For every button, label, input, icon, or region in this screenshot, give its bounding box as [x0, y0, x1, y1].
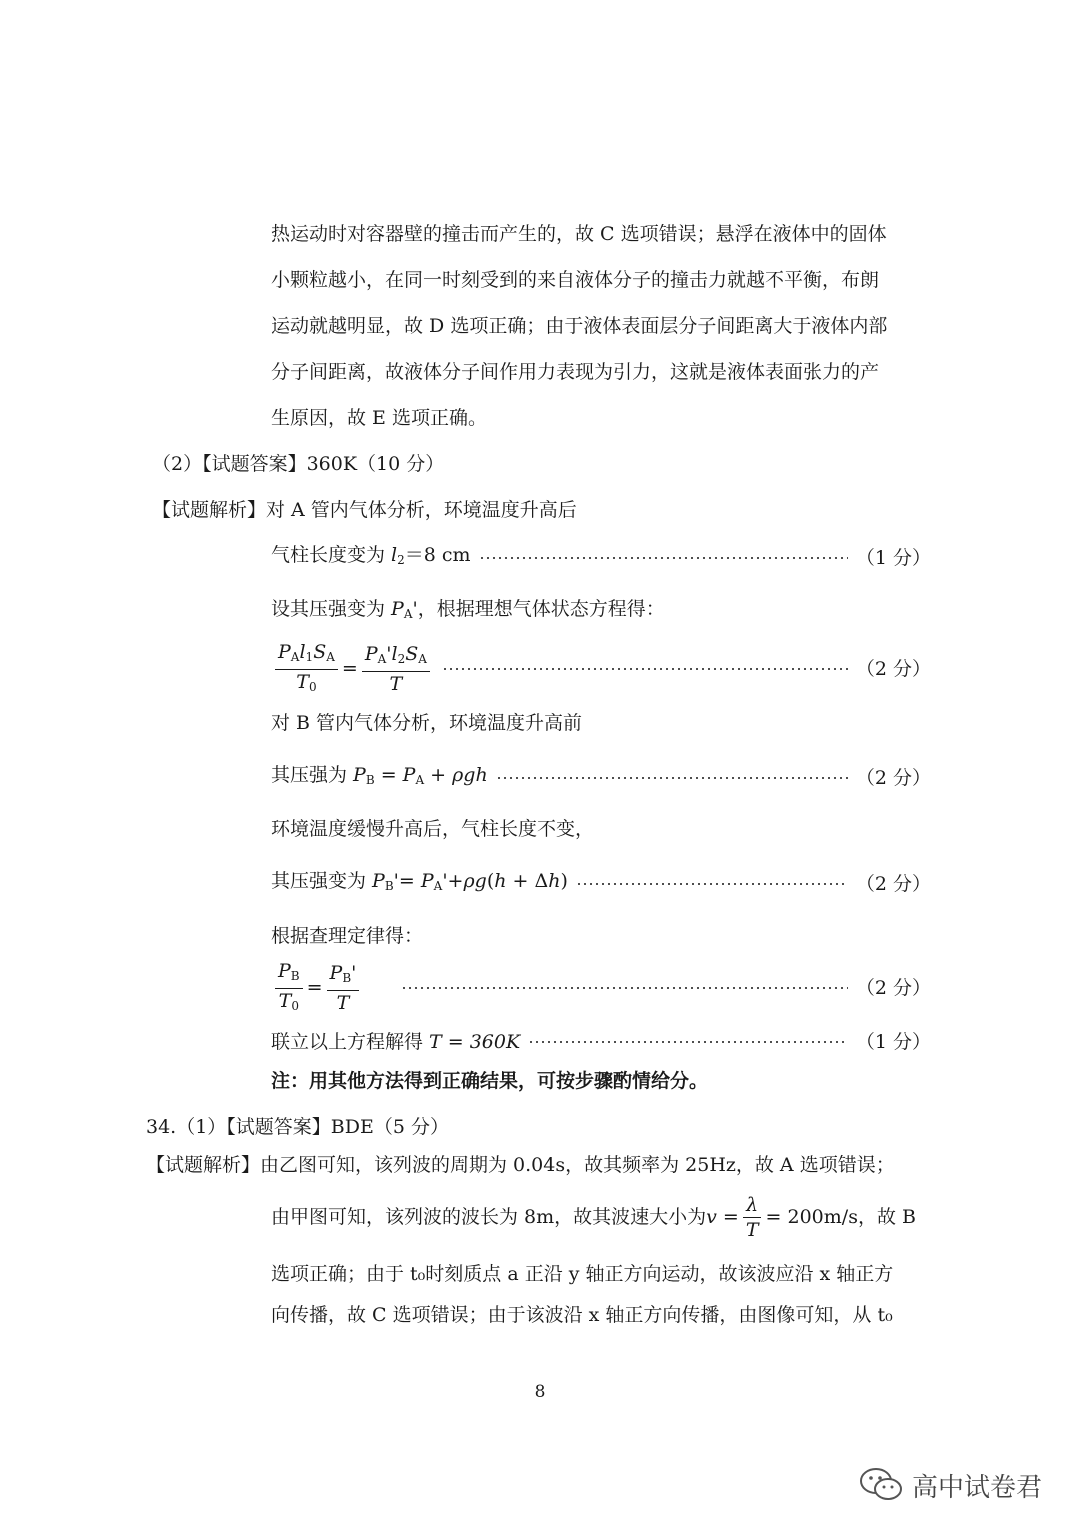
- para-line-1: 热运动时对容器壁的撞击而产生的，故 C 选项错误；悬浮在液体中的固体: [271, 223, 887, 245]
- q34-analysis-line-1: 【试题解析】由乙图可知，该列波的周期为 0.04s，故其频率为 25Hz，故 A 选项错误；: [146, 1154, 895, 1176]
- q34-analysis-line-4: 向传播，故 C 选项错误；由于该波沿 x 轴正方向传播，由图像可知，从 t₀: [271, 1304, 893, 1326]
- dot-leader: [576, 871, 848, 897]
- q2-analysis-lead: 【试题解析】对 A 管内气体分析，环境温度升高后: [152, 499, 577, 521]
- step-6-score: （2 分）: [855, 872, 931, 895]
- step-4-row: [271, 762, 931, 793]
- step-6-row: [271, 868, 931, 899]
- step-8-row: [271, 1029, 931, 1055]
- dot-leader: [479, 545, 848, 571]
- watermark: [858, 1466, 1042, 1504]
- wechat-icon: [858, 1466, 904, 1504]
- step-4-score: （2 分）: [855, 766, 931, 789]
- step-1-text: 气柱长度变为 $l_2=8$ cm: [271, 544, 471, 567]
- q2-answer-line: （2）【试题答案】360K（10 分）: [152, 453, 445, 475]
- step-1-row: [271, 542, 931, 573]
- step-1-score: （1 分）: [855, 546, 931, 569]
- para-line-4: 分子间距离，故液体分子间作用力表现为引力，这就是液体表面张力的产: [271, 361, 880, 383]
- dot-leader: [496, 765, 848, 791]
- step-8-text: 联立以上方程解得 T = 360K: [271, 1031, 521, 1053]
- equation-1-score: （2 分）: [855, 658, 931, 680]
- step-6-text: 其压强变为 $P_B'= P_A'+\rho g(h + \Delta h)$: [271, 870, 568, 893]
- step-7-text: 根据查理定律得：: [271, 925, 424, 947]
- step-2-text: 设其压强变为 $P_A'$，根据理想气体状态方程得：: [271, 598, 665, 621]
- equation-2-row: [271, 959, 931, 1014]
- equation-2-score: （2 分）: [855, 977, 931, 999]
- step-3-text: 对 B 管内气体分析，环境温度升高前: [271, 712, 583, 734]
- step-8-score: （1 分）: [855, 1031, 931, 1053]
- q34-analysis-line-2: 由甲图可知，该列波的波长为 8m，故其波速大小为 v = $\frac{\lambda}{T}$ = 200m/s，故 B: [271, 1193, 916, 1241]
- equation-2: $\frac{P_B}{T_0}$ = $\frac{P_B'}{T}$: [271, 959, 363, 1018]
- equation-1-row: [271, 640, 931, 695]
- dot-leader: [401, 975, 847, 1001]
- q34-analysis-line-3: 选项正确；由于 t₀时刻质点 a 正沿 y 轴正方向运动，故该波应沿 x 轴正方: [271, 1263, 894, 1285]
- para-line-5: 生原因，故 E 选项正确。: [271, 407, 487, 429]
- q34-answer-line: 34.（1）【试题答案】BDE（5 分）: [146, 1116, 449, 1138]
- dot-leader: [442, 656, 848, 682]
- step-4-text: 其压强为 $P_B = P_A + \rho gh$: [271, 764, 488, 787]
- para-line-2: 小颗粒越小，在同一时刻受到的来自液体分子的撞击力就越不平衡，布朗: [271, 269, 880, 291]
- dot-leader: [528, 1029, 848, 1055]
- para-line-3: 运动就越明显，故 D 选项正确；由于液体表面层分子间距离大于液体内部: [271, 315, 888, 337]
- equation-1: $\frac{P_Al_1S_A}{T_0}$ = $\frac{P_A'l_2S_A}{T}$: [271, 640, 434, 699]
- page-number: 8: [534, 1382, 546, 1402]
- grading-note: 注：用其他方法得到正确结果，可按步骤酌情给分。: [271, 1070, 709, 1092]
- watermark-text: 高中试卷君: [912, 1472, 1043, 1503]
- step-5-text: 环境温度缓慢升高后，气柱长度不变，: [271, 818, 595, 840]
